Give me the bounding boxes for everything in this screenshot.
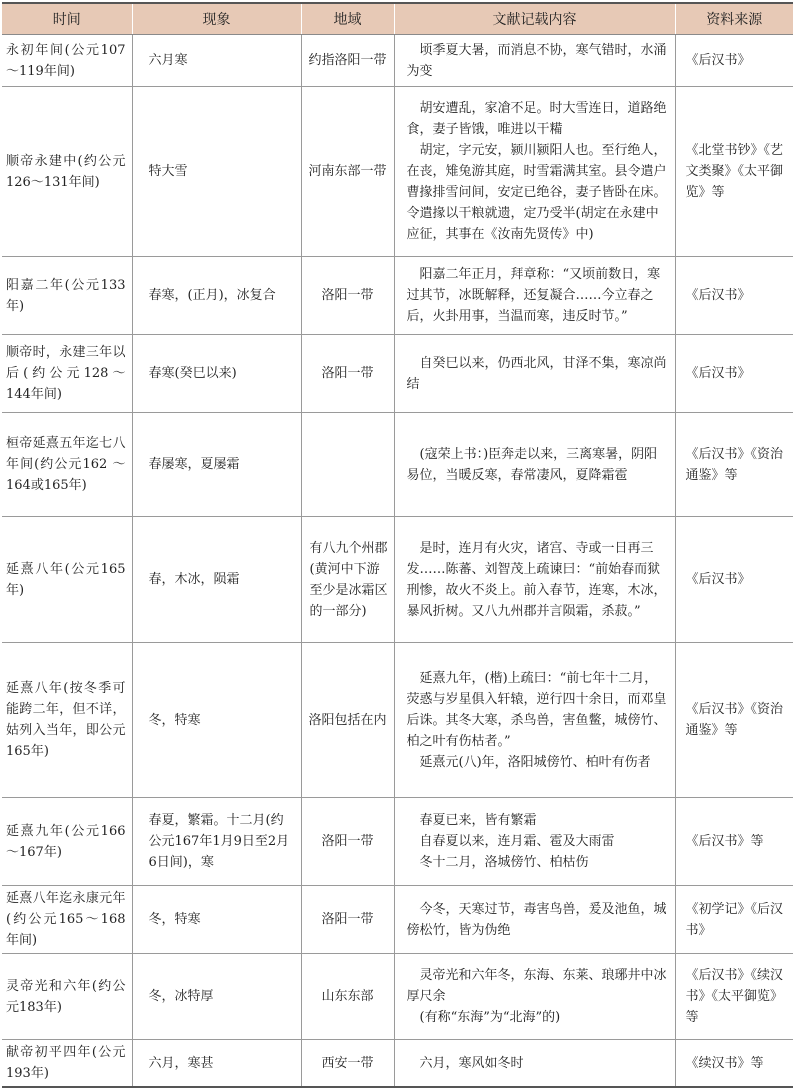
phenomenon-cell: 春寒(癸巳以来): [132, 335, 301, 413]
content-cell: [394, 413, 675, 517]
content-paragraph: 春夏已来，皆有繁霜: [419, 813, 537, 828]
region-cell: 山东东部: [301, 954, 394, 1040]
source-cell: 《后汉书》等: [675, 798, 793, 886]
source-cell: 《续汉书》等: [675, 1040, 793, 1088]
content-paragraph: 冬十二月，洛城傍竹、柏枯伤: [419, 855, 589, 870]
content-cell: [394, 517, 675, 643]
time-cell: 献帝初平四年(公元193年): [2, 1040, 132, 1088]
header-time: 时间: [2, 3, 132, 35]
time-cell: 永初年间(公元107～119年间): [2, 35, 132, 87]
table-row: [2, 1040, 793, 1088]
content-paragraph: 胡安遭乱，家凔不足。时大雪连日，道路绝食，妻子皆饿，唯进以干糒: [406, 101, 667, 137]
header-region: 地域: [301, 3, 394, 35]
content-paragraph: 六月，寒风如冬时: [419, 1055, 524, 1071]
content-cell: [394, 257, 675, 335]
content-cell: [394, 87, 675, 257]
time-cell: 延熹八年迄永康元年(约公元165～168年间): [2, 886, 132, 954]
content-cell: [394, 954, 675, 1040]
content-cell: [394, 643, 675, 798]
table-row: [2, 954, 793, 1040]
content-paragraph: 今冬，天寒过节，毒害鸟兽，爰及池鱼，城傍松竹，皆为伪绝: [406, 901, 667, 938]
content-paragraph: 延熹九年，(楷)上疏曰：“前七年十二月，荧惑与岁星俱入轩辕，逆行四十余日，而邓皇后诛。其冬大寒，杀鸟兽，害鱼鳖，城傍竹、柏之叶有伤枯者。”: [406, 670, 667, 749]
region-cell: 约指洛阳一带: [301, 35, 394, 87]
climate-records-table: [2, 2, 793, 1088]
phenomenon-cell: 冬，特寒: [132, 886, 301, 954]
region-cell: 有八九个州郡(黄河中下游至少是冰霜区的一部分): [301, 517, 394, 643]
time-cell: 延熹八年(按冬季可能跨二年，但不详，姑列入当年，即公元165年): [2, 643, 132, 798]
time-cell: 阳嘉二年(公元133年): [2, 257, 132, 335]
table-row: [2, 413, 793, 517]
content-cell: [394, 335, 675, 413]
source-cell: 《初学记》《后汉书》: [675, 886, 793, 954]
source-cell: 《北堂书钞》《艺文类聚》《太平御览》等: [675, 87, 793, 257]
region-cell: 洛阳一带: [301, 335, 394, 413]
content-paragraph: 延熹元(八)年，洛阳城傍竹、柏叶有伤者: [419, 754, 651, 770]
content-paragraph: 顷季夏大暑，而消息不协，寒气错时，水涌为变: [406, 42, 667, 79]
content-paragraph: 阳嘉二年正月，拜章称：“又顷前数日，寒过其节，冰既解释，还复凝合……今立春之后，火卦用事，当温而寒，违反时节。”: [406, 267, 661, 324]
phenomenon-cell: 春寒，(正月)，冰复合: [132, 257, 301, 335]
phenomenon-cell: 春夏，繁霜。十二月(约公元167年1月9日至2月6日间)，寒: [132, 798, 301, 886]
content-paragraph: (有称“东海”为“北海”的): [419, 1010, 561, 1025]
table-row: [2, 517, 793, 643]
source-cell: 《后汉书》: [675, 335, 793, 413]
time-cell: 桓帝延熹五年迄七八年间(约公元162 ～ 164或165年): [2, 413, 132, 517]
phenomenon-cell: 六月寒: [132, 35, 301, 87]
header-row: [2, 3, 793, 35]
content-paragraph: 自癸巳以来，仍西北风，甘泽不集，寒凉尚结: [406, 355, 667, 392]
table-row: [2, 335, 793, 413]
phenomenon-cell: 六月，寒甚: [132, 1040, 301, 1088]
source-cell: 《后汉书》《资治通鉴》等: [675, 413, 793, 517]
table-row: [2, 87, 793, 257]
phenomenon-cell: 特大雪: [132, 87, 301, 257]
phenomenon-cell: 春屡寒，夏屡霜: [132, 413, 301, 517]
time-cell: 灵帝光和六年(约公元183年): [2, 954, 132, 1040]
phenomenon-cell: 春，木冰，陨霜: [132, 517, 301, 643]
region-cell: 洛阳包括在内: [301, 643, 394, 798]
phenomenon-cell: 冬，冰特厚: [132, 954, 301, 1040]
content-paragraph: (寇荣上书：)臣奔走以来，三离寒暑，阴阳易位，当暖反寒，春常凄风，夏降霜雹: [406, 446, 658, 483]
table-row: [2, 886, 793, 954]
header-phenomenon: 现象: [132, 3, 301, 35]
source-cell: 《后汉书》《资治通鉴》等: [675, 643, 793, 798]
header-source: 资料来源: [675, 3, 793, 35]
content-paragraph: 胡定，字元安，颍川颍阳人也。至行绝人，在丧，雉兔游其庭，时雪霜满其室。县令遣户曹掾排雪问间，安定已绝谷，妻子皆卧在床。令遣掾以干粮就遗，定乃受半(胡定在永建中应征，其事在《汝南先贤传》中): [406, 143, 667, 242]
time-cell: 顺帝永建中(约公元126～131年间): [2, 87, 132, 257]
region-cell: 西安一带: [301, 1040, 394, 1088]
region-cell: 洛阳一带: [301, 257, 394, 335]
content-cell: [394, 798, 675, 886]
content-cell: [394, 35, 675, 87]
content-paragraph: 自春夏以来，连月霜、雹及大雨雷: [419, 834, 615, 849]
region-cell: 河南东部一带: [301, 87, 394, 257]
source-cell: 《后汉书》: [675, 35, 793, 87]
content-cell: [394, 1040, 675, 1088]
table-row: [2, 798, 793, 886]
table-row: [2, 35, 793, 87]
source-cell: 《后汉书》《续汉书》《太平御览》等: [675, 954, 793, 1040]
table-row: [2, 257, 793, 335]
source-cell: 《后汉书》: [675, 517, 793, 643]
content-paragraph: 灵帝光和六年冬，东海、东莱、琅琊井中冰厚尺余: [406, 968, 667, 1004]
time-cell: 顺帝时，永建三年以后(约公元128～144年间): [2, 335, 132, 413]
source-cell: 《后汉书》: [675, 257, 793, 335]
content-cell: [394, 886, 675, 954]
region-cell: 洛阳一带: [301, 798, 394, 886]
table-row: [2, 643, 793, 798]
time-cell: 延熹九年(公元166～167年): [2, 798, 132, 886]
region-cell: [301, 413, 394, 517]
region-cell: 洛阳一带: [301, 886, 394, 954]
time-cell: 延熹八年(公元165年): [2, 517, 132, 643]
header-content: 文献记载内容: [394, 3, 675, 35]
content-paragraph: 是时，连月有火灾，诸宫、寺或一日再三发……陈蕃、刘智茂上疏谏曰：“前始春而狱刑惨，故火不炎上。前入春节，连寒，木冰，暴风折树。又八九州郡并言陨霜，杀菽。”: [406, 540, 667, 619]
phenomenon-cell: 冬，特寒: [132, 643, 301, 798]
